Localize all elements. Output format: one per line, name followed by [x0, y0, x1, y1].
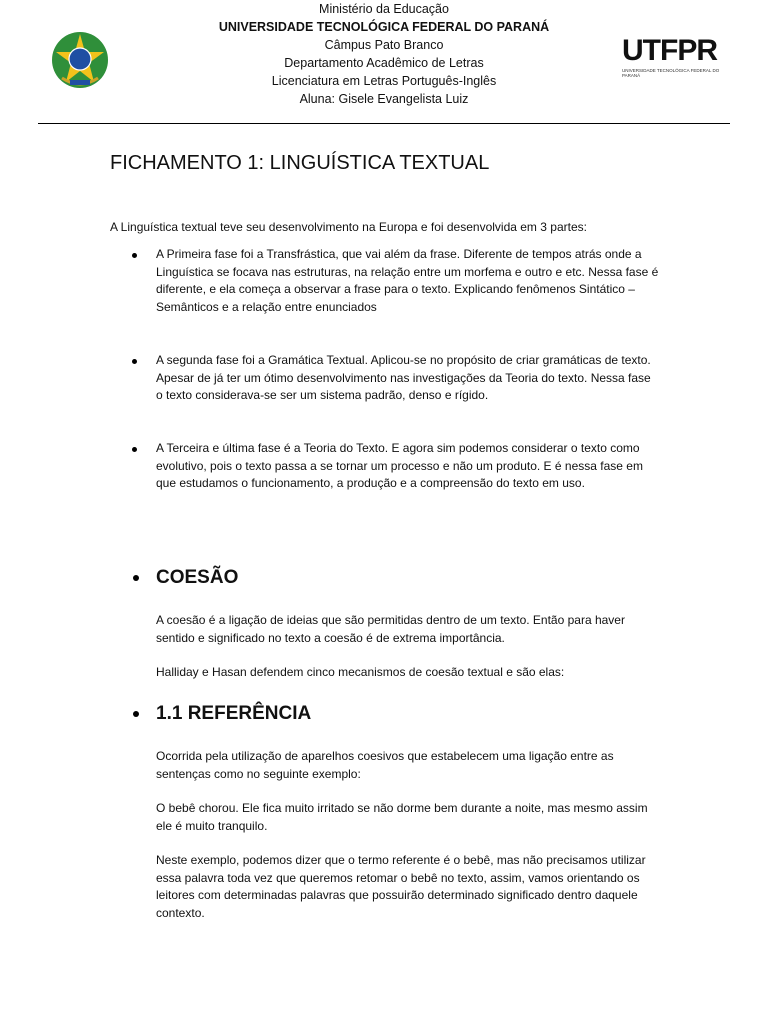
- utfpr-logo: [622, 34, 732, 78]
- document-title: FICHAMENTO 1: LINGUÍSTICA TEXTUAL: [110, 152, 490, 174]
- course-line: Licenciatura em Letras Português-Inglês: [271, 74, 497, 88]
- document-header: [0, 0, 768, 110]
- example-paragraph: O bebê chorou. Ele fica muito irritado se não dorme bem durante a noite, mas mesmo assim ele é muito tranquilo.: [156, 801, 648, 833]
- utfpr-logo-text: UTFPR: [622, 34, 717, 67]
- referencia-paragraph: Ocorrida pela utilização de aparelhos coesivos que estabelecem uma ligação entre as sentenças como no seguinte exemplo:: [156, 749, 614, 781]
- institution-header: [150, 0, 618, 108]
- phase-list-item: [110, 440, 670, 493]
- coesao-paragraph: A coesão é a ligação de ideias que são permitidas dentro de um texto. Então para haver sentido e significado no texto a coesão é de extrema importância.: [156, 613, 625, 645]
- student-line: Aluna: Gisele Evangelista Luiz: [299, 92, 469, 106]
- section-heading-referencia: [110, 702, 670, 726]
- section-title: 1.1 REFERÊNCIA: [156, 703, 312, 724]
- phase-list-item: [110, 352, 670, 405]
- section-title: COESÃO: [156, 567, 239, 588]
- intro-paragraph: A Linguística textual teve seu desenvolvimento na Europa e foi desenvolvida em 3 partes:: [110, 220, 587, 234]
- header-divider: [38, 123, 730, 124]
- section-heading-coesao: [110, 566, 670, 590]
- explanation-paragraph: Neste exemplo, podemos dizer que o termo referente é o bebê, mas não precisamos utilizar essa palavra toda vez que queremos retomar o bebê no texto, assim, vamos orientando os leitores com determinadas palavras que possuirão determinado significado dentro daquele contexto.: [156, 853, 646, 920]
- phase-text: A Terceira e última fase é a Teoria do Texto. E agora sim podemos considerar o texto como evolutivo, pois o texto passa a se tornar um processo e não um produto. E é nessa fase em que estudamos o funcionamento, a produção e a compreensão do texto em uso.: [156, 441, 643, 491]
- ministry-line: Ministério da Educação: [319, 2, 449, 16]
- phase-list-item: [110, 246, 670, 316]
- coesao-mechanisms-paragraph: Halliday e Hasan defendem cinco mecanismos de coesão textual e são elas:: [156, 665, 565, 679]
- bullet-icon: [110, 702, 156, 726]
- bullet-icon: [110, 566, 156, 590]
- phase-text: A segunda fase foi a Gramática Textual. Aplicou-se no propósito de criar gramáticas de texto. Apesar de já ter um ótimo desenvolvimento nas investigações da Teoria do texto. Nessa fase o texto considerava-se ser um sistema padrão, denso e rígido.: [156, 353, 651, 403]
- utfpr-logo-subtext: UNIVERSIDADE TECNOLÓGICA FEDERAL DO PARANÁ: [622, 68, 720, 78]
- university-line: UNIVERSIDADE TECNOLÓGICA FEDERAL DO PARANÁ: [218, 20, 550, 34]
- campus-line: Câmpus Pato Branco: [324, 38, 444, 52]
- brazil-coat-of-arms-icon: [48, 28, 112, 92]
- department-line: Departamento Acadêmico de Letras: [284, 56, 484, 70]
- phase-text: A Primeira fase foi a Transfrástica, que vai além da frase. Diferente de tempos atrás onde a Linguística se focava nas estruturas, na relação entre um morfema e outro e etc. Nessa fase é diferente, e ela começa a observar a frase para o texto. Explicando fenômenos Sintático – Semânticos e a relação entre enunciados: [156, 247, 659, 314]
